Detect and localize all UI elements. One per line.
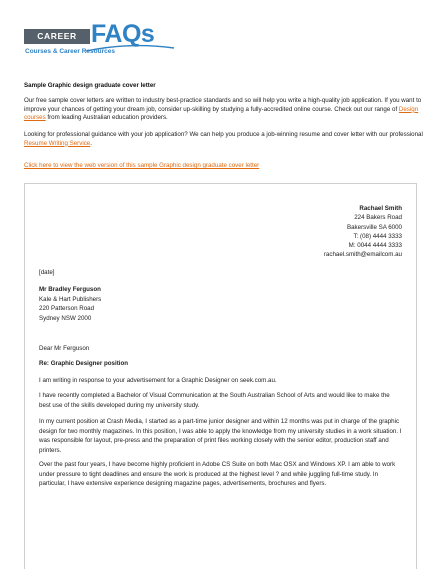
web-version-link-container	[24, 162, 424, 171]
sender-mobile: M: 0044 4444 3333	[348, 242, 402, 250]
subject-line: Re: Graphic Designer position	[39, 360, 129, 367]
resume-writing-service-link[interactable]: Resume Writing Service	[24, 139, 91, 147]
intro-p2-tail: .	[90, 139, 92, 147]
recipient-address-2: Sydney NSW 2000	[39, 314, 92, 322]
salutation: Dear Mr Ferguson	[39, 345, 90, 352]
sender-phone: T: (08) 4444 3333	[353, 232, 402, 240]
career-faqs-logo[interactable]	[24, 20, 155, 60]
intro-p1-text: Our free sample cover letters are written to industry best-practice standards and so will help you write a high-quality job application. If you want to improve your chances of getting your dream job, consider up-skilling by studying a fully-accredited online course. Check out our range of	[24, 97, 422, 113]
sender-email: rachael.smith@emailcom.au	[323, 251, 402, 259]
page-title: Sample Graphic design graduate cover letter	[24, 82, 156, 89]
sender-address-1: 224 Bakers Road	[354, 214, 402, 222]
logo-career-box: CAREER	[24, 29, 90, 44]
intro-p1-tail: from leading Australian education providers.	[45, 114, 168, 122]
sender-block	[324, 204, 402, 260]
cover-letter-frame	[24, 183, 417, 569]
intro-paragraph-1	[24, 97, 424, 123]
recipient-name: Mr Bradley Ferguson	[39, 286, 101, 293]
body-paragraph-4: Over the past four years, I have become highly proficient in Adobe CS Suite on both Mac OSX and Windows XP. I am able to work under pressure to tight deadlines and ensure the work is produced at the highest level ? and while juggling full-time study. In particular, I have extensive experience designing magazine pages, advertisements, brochures and flyers.	[39, 461, 396, 487]
recipient-address-1: 220 Patterson Road	[39, 305, 95, 313]
sender-address-2: Bakersville SA 6000	[346, 223, 402, 231]
body-paragraph-3: In my current position at Crash Media, I started as a part-time junior designer and within 12 months was put in charge of the graphic design for two monthly magazines. In this position, I was able to apply the knowledge from my university studies in a work situation. I was responsible for layout, pre-press and the preparation of print files working closely with the senior editor, production staff and printers.	[39, 418, 402, 454]
recipient-block	[39, 285, 101, 323]
logo-tagline: Courses & Career Resources	[25, 48, 115, 55]
design-courses-link[interactable]: Design courses	[24, 105, 419, 122]
logo-faqs-text: FAQs	[91, 20, 155, 48]
web-version-link[interactable]: Click here to view the web version of this sample Graphic design graduate cover letter	[24, 162, 260, 169]
body-paragraph-2: I have recently completed a Bachelor of Visual Communication at the South Australian School of Arts and would like to make the best use of the skills developed during my university study.	[39, 392, 390, 409]
sender-name: Rachael Smith	[359, 205, 402, 212]
recipient-company: Kale & Hart Publishers	[39, 295, 102, 303]
letter-date: [date]	[39, 269, 55, 276]
intro-paragraph-2	[24, 131, 424, 148]
intro-p2-text: Looking for professional guidance with your job application? We can help you produce a job-winning resume and cover letter with our professional	[24, 131, 423, 138]
body-paragraph-1: I am writing in response to your advertisement for a Graphic Designer on seek.com.au.	[39, 377, 277, 384]
